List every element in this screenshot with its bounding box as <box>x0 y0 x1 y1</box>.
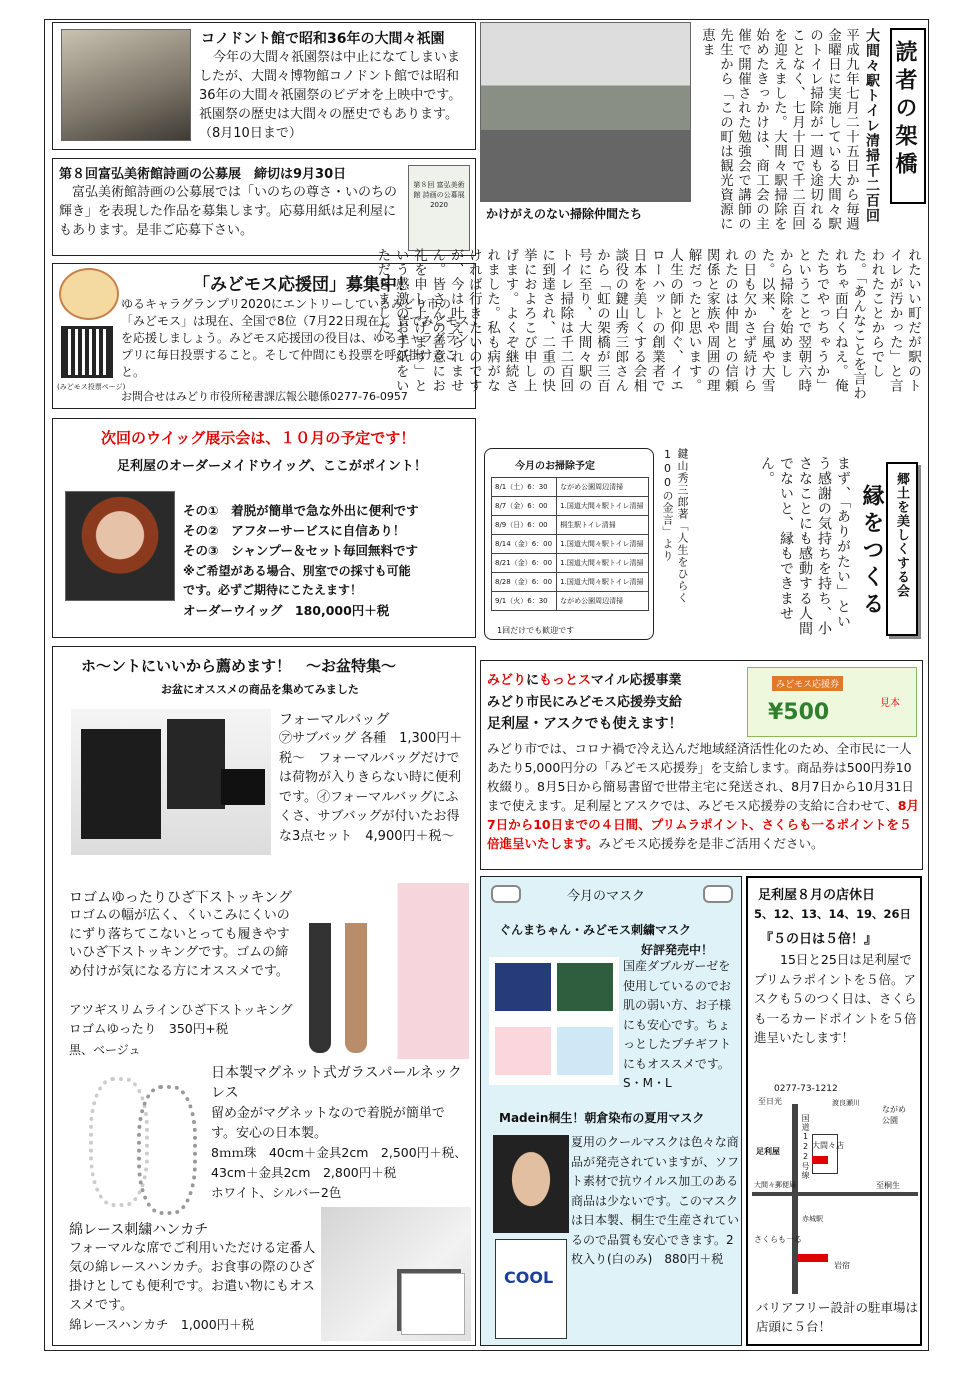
map-label-akagi: 赤城駅 <box>802 1215 823 1223</box>
mask-p2-title: Madein桐生！朝倉染布の夏用マスク <box>499 1111 705 1125</box>
reader-heading-box <box>890 28 926 204</box>
store-map <box>752 1084 918 1294</box>
mask-p2-body: 夏用のクールマスクは色々な商品が発売されていますが、ソフト素材で抗ウイルス加工のある商品は少ないです。このマスクは日本製、桐生で生産されているので品質も安心できます。2枚入り(白のみ) 880円＋税 <box>571 1135 740 1266</box>
hanka-price: 綿レースハンカチ 1,000円＋税 <box>69 1317 255 1332</box>
obon-subtitle: お盆にオススメの商品を集めてみました <box>161 683 359 696</box>
wig-point-1: その① 着脱が簡単で急な外出に便利です <box>183 503 419 518</box>
cool-mask-package <box>495 1239 567 1339</box>
wig-point-3: その③ シャンプー＆セット毎回無料です <box>183 543 418 558</box>
midomos-character-icon <box>59 268 119 320</box>
map-label-sakura: さくらも一る <box>754 1235 802 1244</box>
obon-box <box>52 646 476 1346</box>
man-mask-photo <box>493 1135 569 1233</box>
schedule-box <box>484 448 654 640</box>
map-label-route: 国道122号線 <box>801 1114 810 1180</box>
table-row: 8/21（金）6：00 1.国道大間々駅トイレ清掃 <box>492 554 649 573</box>
holiday-dates: 5、12、13、14、19、26日 <box>754 907 912 921</box>
voucher-image-sample: 見本 <box>880 698 900 709</box>
wig-note-2: です。必ずご期待にこたえます！ <box>183 583 363 597</box>
table-row: 8/14（金）6：00 1.国道大間々駅トイレ清掃 <box>492 535 649 554</box>
map-label-post: 大間々郵便局 <box>754 1181 796 1189</box>
map-label-kiryu: 至桐生 <box>876 1181 900 1190</box>
reader-photo-caption: かけがえのない掃除仲間たち <box>486 207 643 221</box>
map-label-nikko: 至日光 <box>758 1097 782 1106</box>
pearl-necklace-photo <box>83 1071 209 1221</box>
poem-box <box>52 158 476 256</box>
poem-body: 富弘美術館詩画の公募展では「いのちの尊さ・いのちの輝き」を表現した作品を募集します。応募用紙は足利屋にもあります。是非ご応募下さい。 <box>59 185 398 238</box>
holiday-footer: バリアフリー設計の駐車場は店頭に５台！ <box>756 1300 919 1334</box>
mask-left-icon <box>491 885 521 903</box>
schedule-table <box>491 477 649 611</box>
holiday-body: 15日と25日は足利屋でプリムラポイントを５倍。アスクも５のつく日は、さくらも一るカードポイントを５倍進呈いたします！ <box>754 952 917 1045</box>
qr-caption: (みどモス投票ページ) <box>57 383 126 391</box>
konodont-body: 今年の大間々祇園祭は中止になてしまいましたが、大間々博物館コノドント館では昭和36年の大間々祇園祭のビデオを上映中です。祇園祭の歴史は大間々の歴史でもあります。（8月10日まで） <box>199 50 462 141</box>
voucher-image <box>747 667 917 737</box>
map-label-iwajuku: 岩宿 <box>834 1261 850 1270</box>
table-row: 9/1（火）6：30 ながめ公園周辺清掃 <box>492 592 649 611</box>
midomos-body: ゆるキャラグランプリ2020にエントリーしているみどり市の「みどモス」は現在、全国で8位（7月22日現在）。皆でみどモスを応援しましょう。みどモス応援団の役目は、ゆるキャラグランプリに毎日投票すること。そして仲間にも投票を呼び掛けること。 <box>121 297 470 379</box>
kyodo-body: まず、「ありがたい」という感謝の気持ちを持ち、小さなことにも感動する人間でないと、縁もできません。 <box>759 456 851 636</box>
table-row: 8/1（土）6：30 ながめ公園周辺清掃 <box>492 478 649 497</box>
midomos-contact: お問合せはみどり市役所秘書課広報公聴係0277-76-0957 <box>121 390 408 403</box>
kyodo-label: 郷土を美しくする会 <box>894 472 909 598</box>
schedule-title: 今月のお掃除予定 <box>515 461 595 472</box>
wig-subtitle: 足利屋のオーダーメイドウイッグ、ここがポイント！ <box>117 459 427 474</box>
neck-desc: 留め金がマグネットなので着脱が簡単です。安心の日本製。 <box>211 1106 445 1141</box>
stock-desc: ロゴムの幅が広く、くいこみにくいのにずり落ちてこないとっても履きやすいひざ下ストッキングです。ゴムの締め付けが気になる方にオススメです。 <box>69 908 290 979</box>
bag-name: フォーマルバッグ <box>279 712 390 728</box>
reader-col2: れたいい町だが駅のトイレが汚かった」と言われたことからでした。「あんなことを言われちゃ面白くねえ。俺たちでやっちゃうか」ということで翌朝六時から掃除を始めました。以来、台風や大雪の日も欠かさず続けられたのは仲間との信頼関係と家族や周囲の理解だったと思います。人生の師と仰ぐ、イエローハットの創業者で日本を美しくする会相談役の鍵山秀三郎さんから「虹の架橋が三百号に至り、大間々駅のトイレ掃除は千二百回に到達され、二重の快挙におよろこび申し上げます。よくぞ継続されました。私も病がなければ行きたいのですが、今は叶えられません。皆さんの善意にお礼を申し上げます」という感激のお手紙をいただきました。 <box>374 248 921 401</box>
holiday-box <box>746 876 922 1346</box>
festival-photo <box>61 29 191 141</box>
handkerchief-photo <box>321 1207 471 1341</box>
wig-point-2: その② アフターサービスに自信あり！ <box>183 523 406 538</box>
voucher-image-label: みどモス応援券 <box>772 676 843 691</box>
voucher-title-1: みどりにもっとスマイル応援事業 <box>487 673 682 688</box>
cool-mask-package-label: COOL <box>504 1268 554 1287</box>
kyodo-quote: 鍵山秀三郎著「人生をひらく100の金言」より <box>661 448 689 604</box>
stock-name: ロゴムゆったりひざ下ストッキング <box>69 890 293 906</box>
map-label-omama: 大間々店 <box>812 1141 844 1150</box>
embroidered-mask-photo <box>489 957 619 1085</box>
obon-title: ホ〜ントにいいから薦めます！ 〜お盆特集〜 <box>81 657 397 675</box>
mask-right-icon <box>703 885 733 903</box>
voucher-box <box>480 660 923 870</box>
holiday-sub: 『５の日は５倍！』 <box>760 932 878 947</box>
wig-box <box>52 418 476 638</box>
hanka-desc: フォーマルな席でご利用いただける定番人気の綿レースハンカチ。お食事の際のひざ掛けとしても便利です。お遣い物にもオススメです。 <box>69 1241 316 1313</box>
voucher-image-price: ¥500 <box>768 700 830 725</box>
table-row: 8/28（金）6：00 1.国道大間々駅トイレ清掃 <box>492 573 649 592</box>
konodont-title: コノドント館で昭和36年の大間々祇園 <box>201 31 445 47</box>
holiday-title: 足利屋８月の店休日 <box>758 888 876 903</box>
mask-box <box>480 876 742 1346</box>
table-row: 8/7（金）6：00 1.国道大間々駅トイレ清掃 <box>492 497 649 516</box>
stocking-photo <box>299 883 469 1059</box>
qr-code-icon <box>61 326 113 378</box>
voucher-title-3: 足利屋・アスクでも使えます！ <box>487 716 683 732</box>
kyodo-title: 縁をつくる <box>859 484 884 619</box>
formal-bag-photo <box>71 709 271 855</box>
schedule-note: 1回だけでも歓迎です <box>497 626 575 635</box>
wig-model-photo <box>65 491 175 601</box>
poem-title: 第８回富弘美術館詩画の公募展 締切は9月30日 <box>59 167 347 182</box>
midomos-title: 「みどモス応援団」募集中！ <box>193 275 414 295</box>
neck-price: 8ｍｍ珠 40cm＋金具2cm 2,500円＋税、 43cm＋金具2cm 2,800円＋税 <box>211 1145 473 1180</box>
mask-p1-sub: 好評発売中！ <box>641 943 714 957</box>
cleaning-team-photo <box>480 22 691 202</box>
mask-p1-title: ぐんまちゃん・みどモス刺繍マスク <box>499 923 692 937</box>
neck-colors: ホワイト、シルバー2色 <box>211 1185 342 1200</box>
reader-title: 大間々駅トイレ清掃千二百回 <box>864 28 880 223</box>
map-phone: 0277-73-1212 <box>774 1084 838 1094</box>
poem-poster: 第８回 富弘美術館 詩画の公募展 2020 <box>408 165 470 251</box>
mask-title: 今月のマスク <box>567 889 646 904</box>
reader-heading: 読者の架橋 <box>892 40 917 180</box>
neck-name: 日本製マグネット式ガラスパールネックレス <box>211 1065 462 1101</box>
wig-title: 次回のウイッグ展示会は、１０月の予定です！ <box>101 429 416 447</box>
map-label-ashikaga: 足利屋 <box>756 1147 780 1156</box>
map-label-nagame: ながめ公園 <box>882 1105 906 1125</box>
stock-colors: 黒、ベージュ <box>69 1043 141 1057</box>
mask-p1-body: 国産ダブルガーゼを使用しているのでお肌の弱い方、お子様にも安心です。ちょっとしたプチギフトにもオススメです。S・M・L <box>623 959 732 1090</box>
voucher-title-2: みどり市民にみどモス応援券支給 <box>487 695 683 710</box>
voucher-body: みどり市では、コロナ禍で冷え込んだ地域経済活性化のため、全市民に一人あたり5,000円分の「みどモス応援券」を支給します。商品券は500円券10枚綴り。8月5日から簡易書留で世帯主宅に発送され、8月7日から10月31日まで使えます。足利屋とアスクでは、みどモス応援券の支給に合わせて、8月7日から10日までの４日間、プリムラポイント、さくらも一るポイントを５倍進呈いたします。みどモス応援券を是非ご活用ください。 <box>487 741 919 851</box>
stock-item: アツギスリムラインひざ下ストッキングロゴムゆったり 350円+税 <box>69 1002 293 1036</box>
bag-desc: ㋐サブバッグ 各種 1,300円＋税〜 フォーマルバッグだけでは荷物が入りきらない時に便利です。㋑フォーマルバッグにふくさ、サブバッグが付いたお得な3点セット 4,900円＋税〜 <box>279 731 463 844</box>
map-label-river: 渡良瀬川 <box>832 1099 860 1107</box>
table-row: 8/9（日）6：00 桐生駅トイレ清掃 <box>492 516 649 535</box>
konodont-box <box>52 22 476 150</box>
kyodo-label-box <box>886 462 918 636</box>
wig-price: オーダーウイッグ 180,000円＋税 <box>183 603 390 618</box>
hanka-name: 綿レース刺繍ハンカチ <box>69 1222 209 1238</box>
reader-col1: 平成九年七月二十五日から毎週金曜日に実施している大間々駅のトイレ掃除が一週も途切れることなく、七月十日で千二百回を迎えました。大間々駅掃除を始めたきっかけは、商工会の主催で開催された勉強会で講師の先生から「この町は観光資源に恵ま <box>699 28 859 231</box>
wig-note-1: ※ご希望がある場合、別室での採寸も可能 <box>183 564 411 578</box>
kyodo-area <box>478 418 925 646</box>
